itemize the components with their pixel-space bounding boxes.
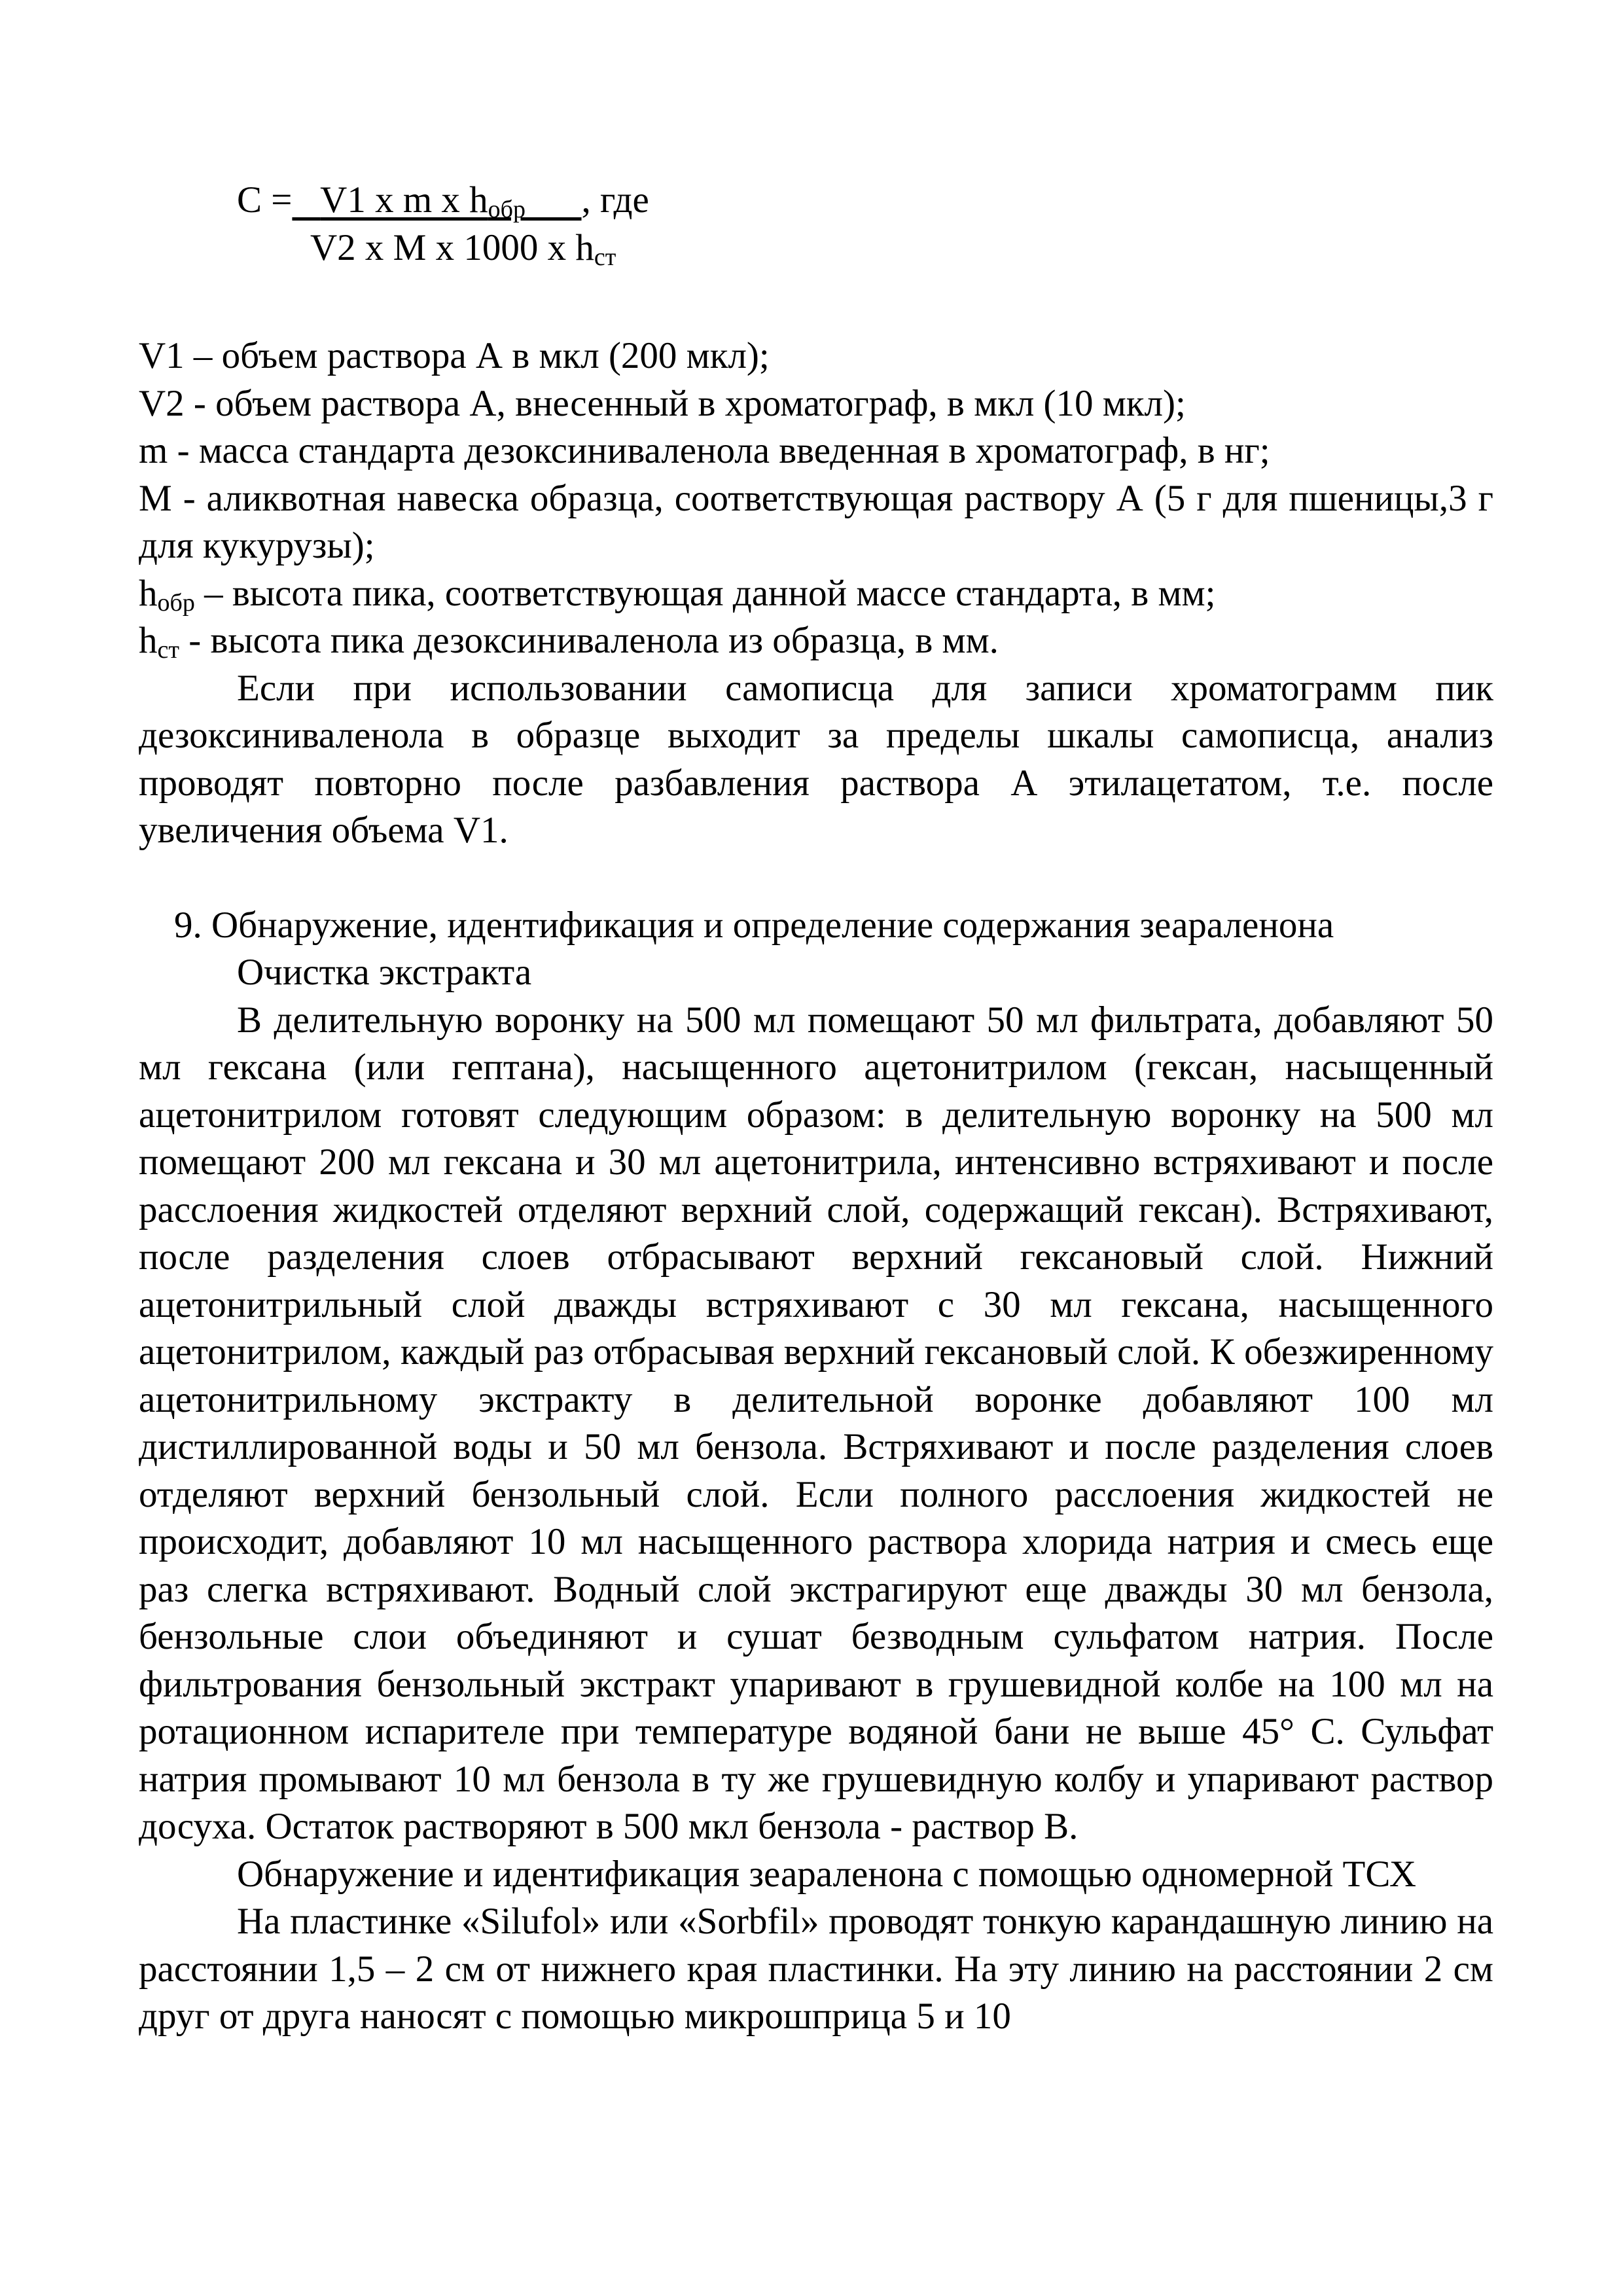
paragraph-tlc-procedure: На пластинке «Silufol» или «Sorbfil» проводят тонкую карандашную линию на расстоянии 1,5 – 2 см от нижнего края пластинки. На эту линию на расстоянии 2 см друг от друга наносят с помощью микрошприца 5 и 10 — [139, 1901, 1493, 2037]
h-obr-text: – высота пика, соответствующая данной массе стандарта, в мм; — [194, 572, 1216, 614]
formula-where: , где — [581, 179, 649, 221]
definition-h-obr — [139, 570, 1493, 618]
page-content — [139, 177, 1493, 2041]
concentration-formula — [237, 177, 1493, 275]
definition-v1: V1 – объем раствора А в мкл (200 мкл); — [139, 335, 770, 376]
paragraph-recorder-note: Если при использовании самописца для записи хроматограмм пик дезоксиниваленола в образце выходит за пределы шкалы самописца, анализ проводят повторно после разбавления раствора А этилацетатом, т.е. после увеличения объема V1. — [139, 667, 1493, 851]
definition-m-large: М - аликвотная навеска образца, соответствующая раствору А (5 г для пшеницы,3 г для кукурузы); — [139, 477, 1493, 566]
section-heading-9: 9. Обнаружение, идентификация и определение содержания зеараленона — [174, 904, 1334, 946]
formula-numerator-line — [237, 177, 1493, 224]
subheading-extract-cleanup: Очистка экстракта — [237, 952, 532, 993]
formula-lhs: C = — [237, 179, 293, 221]
formula-numerator-main: V1 x m x h — [320, 179, 488, 221]
definition-m-small: m - масса стандарта дезоксиниваленола введенная в хроматограф, в нг; — [139, 430, 1270, 471]
h-st-subscript: ст — [157, 636, 179, 664]
formula-numerator — [292, 179, 581, 221]
h-obr-symbol: h — [139, 572, 158, 614]
formula-numerator-sub: обр — [488, 196, 526, 223]
definition-v2: V2 - объем раствора А, внесенный в хроматограф, в мкл (10 мкл); — [139, 382, 1186, 424]
paragraph-tlc-heading: Обнаружение и идентификация зеараленона с помощью одномерной ТСХ — [237, 1853, 1417, 1895]
h-obr-subscript: обр — [157, 588, 195, 617]
formula-denominator-line — [237, 224, 1493, 272]
paragraph-extract-cleanup: В делительную воронку на 500 мл помещают 50 мл фильтрата, добавляют 50 мл гексана (или гептана), насыщенного ацетонитрилом (гексан, насыщенный ацетонитрилом готовят следующим образом: в делительную воронку на 500 мл помещают 200 мл гексана и 30 мл ацетонитрила, интенсивно встряхивают и после расслоения жидкостей отделяют верхний слой, содержащий гексан). Встряхивают, после разделения слоев отбрасывают верхний гексановый слой. Нижний ацетонитрильный слой дважды встряхивают с 30 мл гексана, насыщенного ацетонитрилом, каждый раз отбрасывая верхний гексановый слой. К обезжиренному ацетонитрильному экстракту в делительной воронке добавляют 100 мл дистиллированной воды и 50 мл бензола. Встряхивают и после разделения слоев отделяют верхний бензольный слой. Если полного расслоения жидкостей не происходит, добавляют 10 мл насыщенного раствора хлорида натрия и смесь еще раз слегка встряхивают. Водный слой экстрагируют еще дважды 30 мл бензола, бензольные слои объединяют и сушат безводным сульфатом натрия. После фильтрования бензольный экстракт упаривают в грушевидной колбе на 100 мл на ротационном испарителе при температуре водяной бани не выше 45° С. Сульфат натрия промывают 10 мл бензола в ту же грушевидную колбу и упаривают раствор досуха. Остаток растворяют в 500 мкл бензола - раствор В. — [139, 999, 1493, 1847]
definition-h-st — [139, 617, 1493, 665]
section-spacer — [139, 855, 1493, 902]
formula-denominator-sub: ст — [594, 243, 616, 271]
formula-denominator-main: V2 x M x 1000 x h — [310, 226, 594, 268]
h-st-text: - высота пика дезоксиниваленола из образца, в мм. — [179, 620, 999, 661]
h-st-symbol: h — [139, 620, 158, 661]
